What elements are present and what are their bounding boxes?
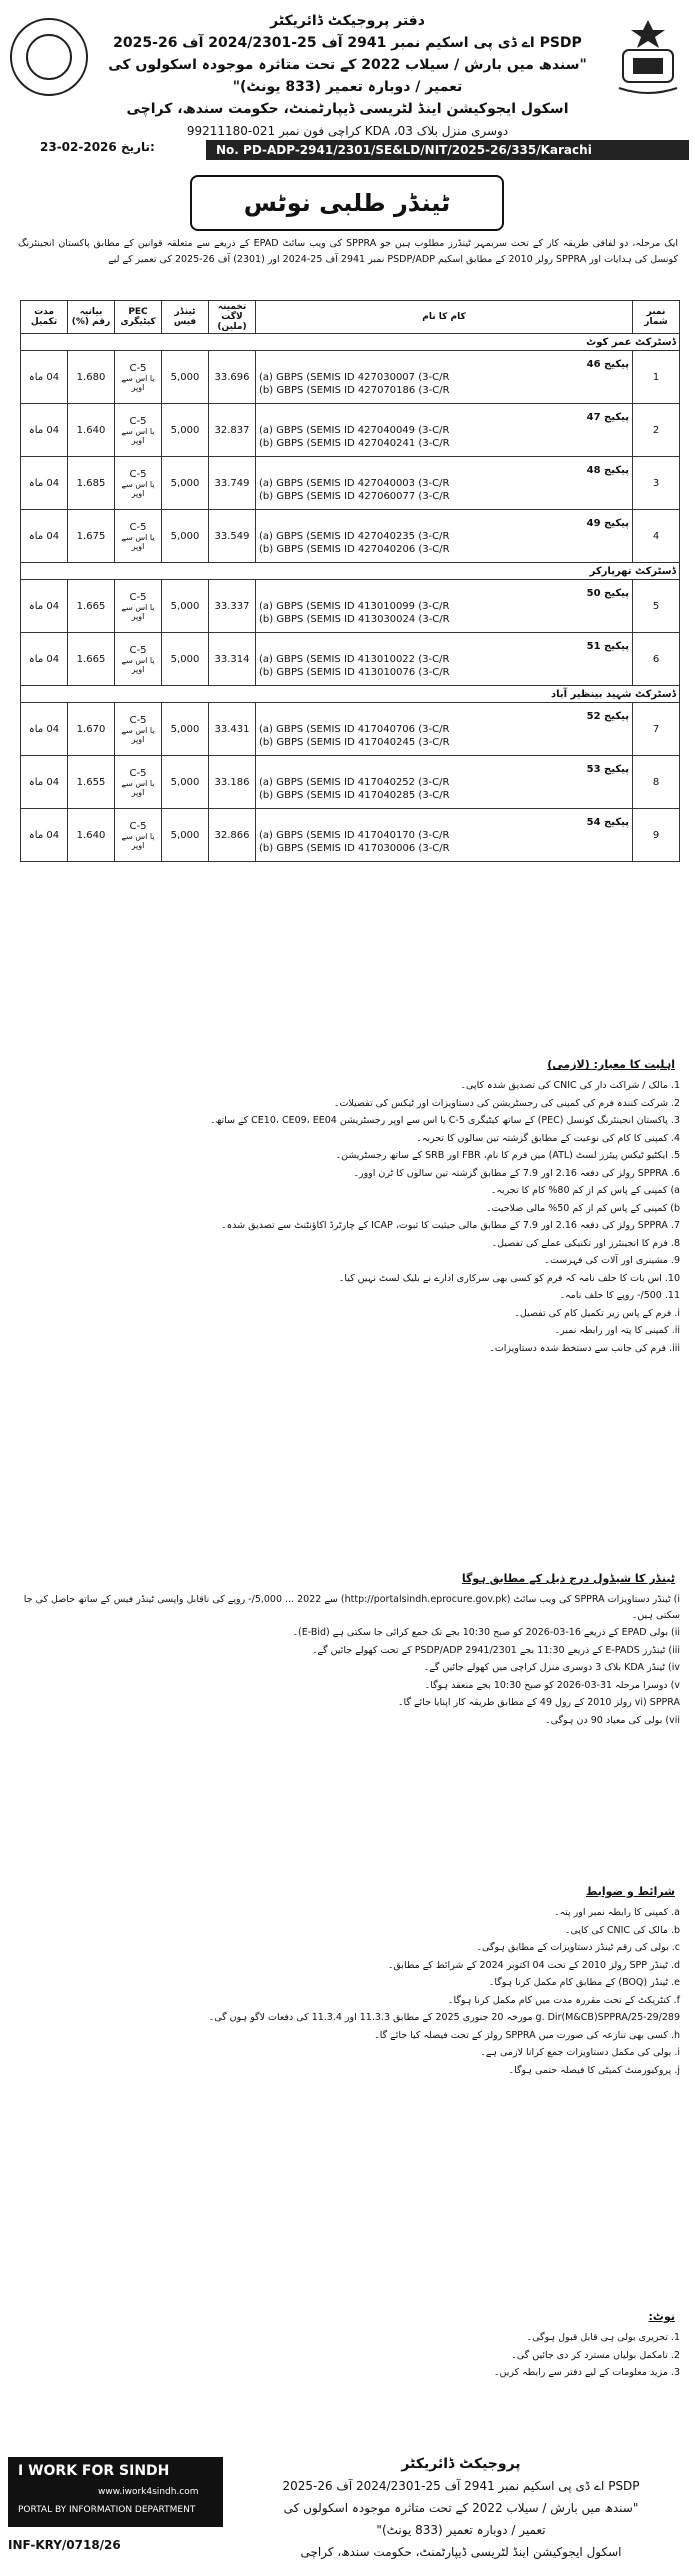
serial-number: 8 <box>633 756 680 809</box>
pec-category: C-5 <box>129 820 147 832</box>
school-line: (a) GBPS (SEMIS ID 427040235 (3-C/R <box>259 530 450 542</box>
school-line: (b) GBPS (SEMIS ID 427060077 (3-C/R <box>259 490 450 502</box>
pec-category-cell <box>115 756 162 809</box>
pec-category: C-5 <box>129 415 147 427</box>
header-office-title: دفتر پروجیکٹ ڈائریکٹر <box>270 13 425 29</box>
estimated-cost: 33.696 <box>209 351 256 404</box>
completion-time: 04 ماہ <box>21 457 68 510</box>
eligibility-item: b) کمپنی کے پاس کم از کم 50% مالی صلاحیت۔ <box>485 1202 680 1214</box>
eligibility-item: 8. فرم کا انجینئرز اور تکنیکی عملے کی تفصیل۔ <box>491 1237 680 1249</box>
package-name: پیکیج 50 <box>586 587 629 599</box>
footer-scheme-units: تعمیر / دوبارہ تعمیر (833 یونٹ)" <box>376 2523 546 2537</box>
estimated-cost: 33.749 <box>209 457 256 510</box>
table-row <box>21 756 680 809</box>
district-row <box>21 686 680 703</box>
eligibility-item: 1. مالک / شراکت دار کی CNIC کی تصدیق شدہ کاپی۔ <box>460 1080 680 1091</box>
terms-item: i. بولی کی مکمل دستاویزات جمع کرانا لازمی ہے۔ <box>480 2047 680 2058</box>
serial-number: 6 <box>633 633 680 686</box>
district-name: ڈسٹرکٹ شہید بینظیر آباد <box>21 686 680 703</box>
bid-percent: 1.670 <box>68 703 115 756</box>
package-name: پیکیج 46 <box>586 358 629 370</box>
school-line: (a) GBPS (SEMIS ID 427040003 (3-C/R <box>259 477 450 489</box>
footer-department: اسکول ایجوکیشن اینڈ لٹریسی ڈیپارٹمنٹ، حکومت سندھ، کراچی <box>300 2545 622 2559</box>
tender-fee: 5,000 <box>162 756 209 809</box>
schedule-item: vii) بولی کی معیاد 90 دن ہوگی۔ <box>545 1714 680 1726</box>
school-line: (b) GBPS (SEMIS ID 417030006 (3-C/R <box>259 842 450 854</box>
school-line: (b) GBPS (SEMIS ID 427040206 (3-C/R <box>259 543 450 555</box>
district-name: ڈسٹرکٹ عمر کوٹ <box>21 334 680 351</box>
intro-paragraph: ایک مرحلہ، دو لفافی طریقہ کار کے تحت سربمہر ٹینڈرز مطلوب ہیں جو SPPRA کی ویب سائٹ EPAD کے ذریعے سے متعلقہ قوانین کے مطابق پاکستان انجینئرنگ کونسل کی ہدایات اور SPPRA رولز 2010 کے مطابق اسکیم PSDP/ADP نمبر 2941 آف 25-2024 اور (2301) آف 26-2025 کی تعمیر کے لیے <box>18 238 678 265</box>
schedule-item: vi) SPPRA رولز 2010 کے رول 49 کے مطابق طریقہ کار اپنایا جائے گا۔ <box>397 1697 680 1708</box>
iwork-portal: PORTAL BY INFORMATION DEPARTMENT <box>18 2505 196 2515</box>
package-name: پیکیج 48 <box>586 464 629 476</box>
schedule-item: iii) ٹینڈرز E-PADS کے ذریعے 11:30 بجے PSDP/ADP 2941/2301 کے تحت کھولے جائیں گے۔ <box>311 1644 680 1656</box>
schedule-title: ٹینڈر کا شیڈول درج ذیل کے مطابق ہوگا <box>461 1572 675 1585</box>
school-line: (b) GBPS (SEMIS ID 427070186 (3-C/R <box>259 384 450 396</box>
schedule-item: iv) ٹینڈر KDA بلاک 3 دوسری منزل کراچی میں کھولے جائیں گے۔ <box>423 1662 680 1673</box>
terms-list <box>20 1905 680 2080</box>
district-row <box>21 334 680 351</box>
note-item: 3. مزید معلومات کے لیے دفتر سے رابطہ کریں۔ <box>493 2367 680 2378</box>
school-line: (b) GBPS (SEMIS ID 413030024 (3-C/R <box>259 613 450 625</box>
bid-percent: 1.685 <box>68 457 115 510</box>
footer <box>0 2445 695 2560</box>
bid-percent: 1.665 <box>68 580 115 633</box>
eligibility-item: ii. کمپنی کا پتہ اور رابطہ نمبر۔ <box>554 1325 680 1336</box>
eligibility-item: 4. کمپنی کا کام کی نوعیت کے مطابق گزشتہ تین سالوں کا تجربہ۔ <box>416 1132 680 1144</box>
pec-category: C-5 <box>129 521 147 533</box>
pec-category-note: یا اس سے اوپر <box>121 426 155 445</box>
tender-fee: 5,000 <box>162 351 209 404</box>
school-line: (a) GBPS (SEMIS ID 417040706 (3-C/R <box>259 723 450 735</box>
estimated-cost: 33.431 <box>209 703 256 756</box>
notice-date-value: 23-02-2026 <box>40 140 117 154</box>
pec-category: C-5 <box>129 767 147 779</box>
eligibility-item: 11. 500/- روپے کا حلف نامہ۔ <box>559 1290 680 1301</box>
tender-fee: 5,000 <box>162 633 209 686</box>
tender-fee: 5,000 <box>162 703 209 756</box>
schedule-item: v) دوسرا مرحلہ 31-03-2026 کو صبح 10:30 بجے منعقد ہوگا۔ <box>424 1679 680 1691</box>
pec-category: C-5 <box>129 468 147 480</box>
table-row <box>21 510 680 563</box>
serial-number: 4 <box>633 510 680 563</box>
terms-item: a. کمپنی کا رابطہ نمبر اور پتہ۔ <box>554 1907 680 1918</box>
table-row <box>21 351 680 404</box>
terms-item: e. ٹینڈر (BOQ) کے مطابق کام مکمل کرنا ہوگا۔ <box>488 1977 680 1988</box>
eligibility-item: 6. SPPRA رولز کی دفعہ 2.16 اور 7.9 کے مطابق گزشتہ تین سالوں کا ٹرن اوور۔ <box>353 1167 680 1179</box>
tender-fee: 5,000 <box>162 580 209 633</box>
work-name-cell <box>256 351 633 404</box>
header-scheme-desc: "سندھ میں بارش / سیلاب 2022 کے تحت متاثرہ موجودہ اسکولوں کی <box>108 57 587 73</box>
works-table <box>20 300 680 862</box>
sindh-education-seal <box>10 18 88 96</box>
pec-category-note: یا اس سے اوپر <box>121 602 155 621</box>
school-line: (a) GBPS (SEMIS ID 413010099 (3-C/R <box>259 600 450 612</box>
work-name-cell <box>256 404 633 457</box>
pec-category-cell <box>115 404 162 457</box>
terms-item: j. پروکیورمنٹ کمیٹی کا فیصلہ حتمی ہوگا۔ <box>508 2064 680 2076</box>
estimated-cost: 33.186 <box>209 756 256 809</box>
completion-time: 04 ماہ <box>21 633 68 686</box>
pec-category-note: یا اس سے اوپر <box>121 725 155 744</box>
eligibility-item: 5. ایکٹیو ٹیکس پیئرز لسٹ (ATL) میں فرم کا نام، FBR اور SRB کے ساتھ رجسٹریشن۔ <box>335 1150 680 1161</box>
inf-number: INF-KRY/0718/26 <box>8 2538 121 2552</box>
pec-category: C-5 <box>129 362 147 374</box>
notice-title: ٹینڈر طلبی نوٹس <box>190 175 504 231</box>
bid-percent: 1.680 <box>68 351 115 404</box>
completion-time: 04 ماہ <box>21 580 68 633</box>
header-scheme-units: تعمیر / دوبارہ تعمیر (833 یونٹ)" <box>232 79 463 95</box>
terms-item: b. مالک کی CNIC کی کاپی۔ <box>564 1924 680 1936</box>
terms-item: d. ٹینڈر SPP رولز 2010 کے تحت 04 اکتوبر 2024 کے شرائط کے مطابق۔ <box>387 1959 680 1971</box>
estimated-cost: 32.866 <box>209 809 256 862</box>
table-header-cell: PEC کیٹیگری <box>115 301 162 334</box>
schedule-item: i) ٹینڈر دستاویزات SPPRA کی ویب سائٹ (http://portalsindh.eprocure.gov.pk) سے 2022 ... 5,000/- روپے کی ناقابل واپسی ٹینڈر فیس کے ساتھ حاصل کی جا سکتی ہیں۔ <box>23 1594 680 1621</box>
serial-number: 5 <box>633 580 680 633</box>
serial-number: 2 <box>633 404 680 457</box>
footer-scheme-line: PSDP اے ڈی پی اسکیم نمبر 2941 آف 25-2024/2301 آف 26-2025 <box>282 2479 640 2493</box>
pec-category-note: یا اس سے اوپر <box>121 831 155 850</box>
pec-category-note: یا اس سے اوپر <box>121 373 155 392</box>
pec-category-cell <box>115 510 162 563</box>
table-row <box>21 457 680 510</box>
tender-fee: 5,000 <box>162 457 209 510</box>
work-name-cell <box>256 703 633 756</box>
table-row <box>21 809 680 862</box>
package-name: پیکیج 54 <box>586 816 629 828</box>
terms-item: g. Dir(M&CB)SPPRA/25-29/289 مورخہ 20 جنوری 2025 کے مطابق 11.3.3 اور 11.3.4 کی دفعات لاگو ہوں گی۔ <box>208 2012 680 2023</box>
table-header-cell: بیانیہ رقم (%) <box>68 301 115 334</box>
work-name-cell <box>256 756 633 809</box>
work-name-cell <box>256 580 633 633</box>
pec-category: C-5 <box>129 714 147 726</box>
footer-designation: پروجیکٹ ڈائریکٹر <box>401 2456 521 2472</box>
serial-number: 3 <box>633 457 680 510</box>
package-name: پیکیج 49 <box>586 517 629 529</box>
bid-percent: 1.665 <box>68 633 115 686</box>
school-line: (a) GBPS (SEMIS ID 427040049 (3-C/R <box>259 424 450 436</box>
package-name: پیکیج 47 <box>586 411 629 423</box>
work-name-cell <box>256 510 633 563</box>
school-line: (b) GBPS (SEMIS ID 427040241 (3-C/R <box>259 437 450 449</box>
header <box>0 0 695 170</box>
work-name-cell <box>256 457 633 510</box>
government-crest-icon <box>613 18 683 96</box>
estimated-cost: 32.837 <box>209 404 256 457</box>
pec-category-cell <box>115 457 162 510</box>
pec-category: C-5 <box>129 644 147 656</box>
iwork-url: www.iwork4sindh.com <box>98 2487 199 2497</box>
eligibility-list <box>20 1078 680 1358</box>
estimated-cost: 33.337 <box>209 580 256 633</box>
school-line: (b) GBPS (SEMIS ID 413010076 (3-C/R <box>259 666 450 678</box>
eligibility-title: اہلیت کا معیار: (لازمی) <box>547 1058 675 1071</box>
eligibility-item: 3. پاکستان انجینئرنگ کونسل (PEC) کے ساتھ کیٹیگری C-5 یا اس سے اوپر رجسٹریشن CE10، CE09، EE04 کے ساتھ۔ <box>209 1115 680 1126</box>
eligibility-item: iii. فرم کی جانب سے دستخط شدہ دستاویزات۔ <box>489 1342 680 1354</box>
eligibility-item: 9. مشینری اور آلات کی فہرست۔ <box>544 1255 680 1266</box>
footer-scheme-desc: "سندھ میں بارش / سیلاب 2022 کے تحت متاثرہ موجودہ اسکولوں کی <box>283 2501 639 2515</box>
serial-number: 1 <box>633 351 680 404</box>
header-scheme-line: PSDP اے ڈی پی اسکیم نمبر 2941 آف 25-2024/2301 آف 26-2025 <box>113 35 582 51</box>
work-name-cell <box>256 633 633 686</box>
bid-percent: 1.655 <box>68 756 115 809</box>
table-header-cell: تخمینہ لاگت (ملین) <box>209 301 256 334</box>
pec-category-note: یا اس سے اوپر <box>121 479 155 498</box>
eligibility-item: a) کمپنی کے پاس کم از کم 80% کام کا تجربہ۔ <box>490 1185 680 1196</box>
table-row <box>21 633 680 686</box>
pec-category-cell <box>115 580 162 633</box>
reference-number: No. PD-ADP-2941/2301/SE&LD/NIT/2025-26/335/Karachi <box>206 140 689 160</box>
terms-item: c. بولی کی رقم ٹینڈر دستاویزات کے مطابق ہوگی۔ <box>476 1942 680 1953</box>
school-line: (a) GBPS (SEMIS ID 417040170 (3-C/R <box>259 829 450 841</box>
completion-time: 04 ماہ <box>21 351 68 404</box>
pec-category-cell <box>115 633 162 686</box>
school-line: (b) GBPS (SEMIS ID 417040285 (3-C/R <box>259 789 450 801</box>
eligibility-item: i. فرم کے پاس زیر تکمیل کام کی تفصیل۔ <box>514 1307 680 1319</box>
district-row <box>21 563 680 580</box>
bid-percent: 1.675 <box>68 510 115 563</box>
header-address: دوسری منزل بلاک 03، KDA کراچی فون نمبر 021-99211180 <box>186 124 509 138</box>
package-name: پیکیج 52 <box>586 710 629 722</box>
tender-fee: 5,000 <box>162 404 209 457</box>
notice-date-label: تاریخ: <box>120 140 155 154</box>
pec-category-note: یا اس سے اوپر <box>121 778 155 797</box>
table-row <box>21 404 680 457</box>
work-name-cell <box>256 809 633 862</box>
package-name: پیکیج 51 <box>586 640 629 652</box>
pec-category-note: یا اس سے اوپر <box>121 532 155 551</box>
school-line: (a) GBPS (SEMIS ID 417040252 (3-C/R <box>259 776 450 788</box>
iwork-title: I WORK FOR SINDH <box>18 2463 170 2479</box>
completion-time: 04 ماہ <box>21 756 68 809</box>
eligibility-item: 10. اس بات کا حلف نامہ کہ فرم کو کسی بھی سرکاری ادارے نے بلیک لسٹ نہیں کیا۔ <box>338 1272 680 1284</box>
table-header-cell: نمبر شمار <box>633 301 680 334</box>
pec-category-cell <box>115 351 162 404</box>
completion-time: 04 ماہ <box>21 809 68 862</box>
pec-category: C-5 <box>129 591 147 603</box>
notice-date <box>40 140 155 154</box>
school-line: (b) GBPS (SEMIS ID 417040245 (3-C/R <box>259 736 450 748</box>
eligibility-item: 7. SPPRA رولز کی دفعہ 2.16 اور 7.9 کے مطابق مالی حیثیت کا ثبوت، ICAP کے چارٹرڈ اکاؤنٹنٹ سے تصدیق شدہ۔ <box>221 1220 680 1231</box>
district-name: ڈسٹرکٹ تھرپارکر <box>21 563 680 580</box>
table-row <box>21 580 680 633</box>
school-line: (a) GBPS (SEMIS ID 413010022 (3-C/R <box>259 653 450 665</box>
table-header-cell: ٹینڈر فیس <box>162 301 209 334</box>
serial-number: 7 <box>633 703 680 756</box>
completion-time: 04 ماہ <box>21 404 68 457</box>
pec-category-cell <box>115 703 162 756</box>
school-line: (a) GBPS (SEMIS ID 427030007 (3-C/R <box>259 371 450 383</box>
tender-fee: 5,000 <box>162 809 209 862</box>
package-name: پیکیج 53 <box>586 763 629 775</box>
schedule-list <box>20 1592 680 1730</box>
schedule-item: ii) بولی EPAD کے ذریعے 16-03-2026 کو صبح 10:30 بجے تک جمع کرائی جا سکتی ہے (E-Bid)۔ <box>292 1627 680 1638</box>
table-header-cell: کام کا نام <box>256 301 633 334</box>
iwork-for-sindh-banner <box>8 2457 223 2527</box>
tender-fee: 5,000 <box>162 510 209 563</box>
header-department: اسکول ایجوکیشن اینڈ لٹریسی ڈیپارٹمنٹ، حکومت سندھ، کراچی <box>126 101 569 117</box>
table-header-cell: مدت تکمیل <box>21 301 68 334</box>
pec-category-cell <box>115 809 162 862</box>
notes-list <box>20 2330 680 2383</box>
bid-percent: 1.640 <box>68 404 115 457</box>
terms-item: h. کسی بھی تنازعہ کی صورت میں SPPRA رولز کے تحت فیصلہ کیا جائے گا۔ <box>374 2029 680 2041</box>
estimated-cost: 33.314 <box>209 633 256 686</box>
table-row <box>21 703 680 756</box>
note-item: 1. تحریری بولی ہی قابل قبول ہوگی۔ <box>526 2332 680 2343</box>
eligibility-item: 2. شرکت کنندہ فرم کی کمپنی کی رجسٹریشن کی دستاویزات اور ٹیکس کی تفصیلات۔ <box>333 1097 680 1109</box>
estimated-cost: 33.549 <box>209 510 256 563</box>
completion-time: 04 ماہ <box>21 510 68 563</box>
pec-category-note: یا اس سے اوپر <box>121 655 155 674</box>
completion-time: 04 ماہ <box>21 703 68 756</box>
note-item: 2. نامکمل بولیاں مسترد کر دی جائیں گی۔ <box>511 2349 680 2361</box>
serial-number: 9 <box>633 809 680 862</box>
terms-item: f. کنٹریکٹ کے تحت مقررہ مدت میں کام مکمل کرنا ہوگا۔ <box>447 1994 680 2006</box>
terms-title: شرائط و ضوابط <box>585 1885 675 1898</box>
notes-title: نوٹ: <box>648 2310 675 2323</box>
bid-percent: 1.640 <box>68 809 115 862</box>
